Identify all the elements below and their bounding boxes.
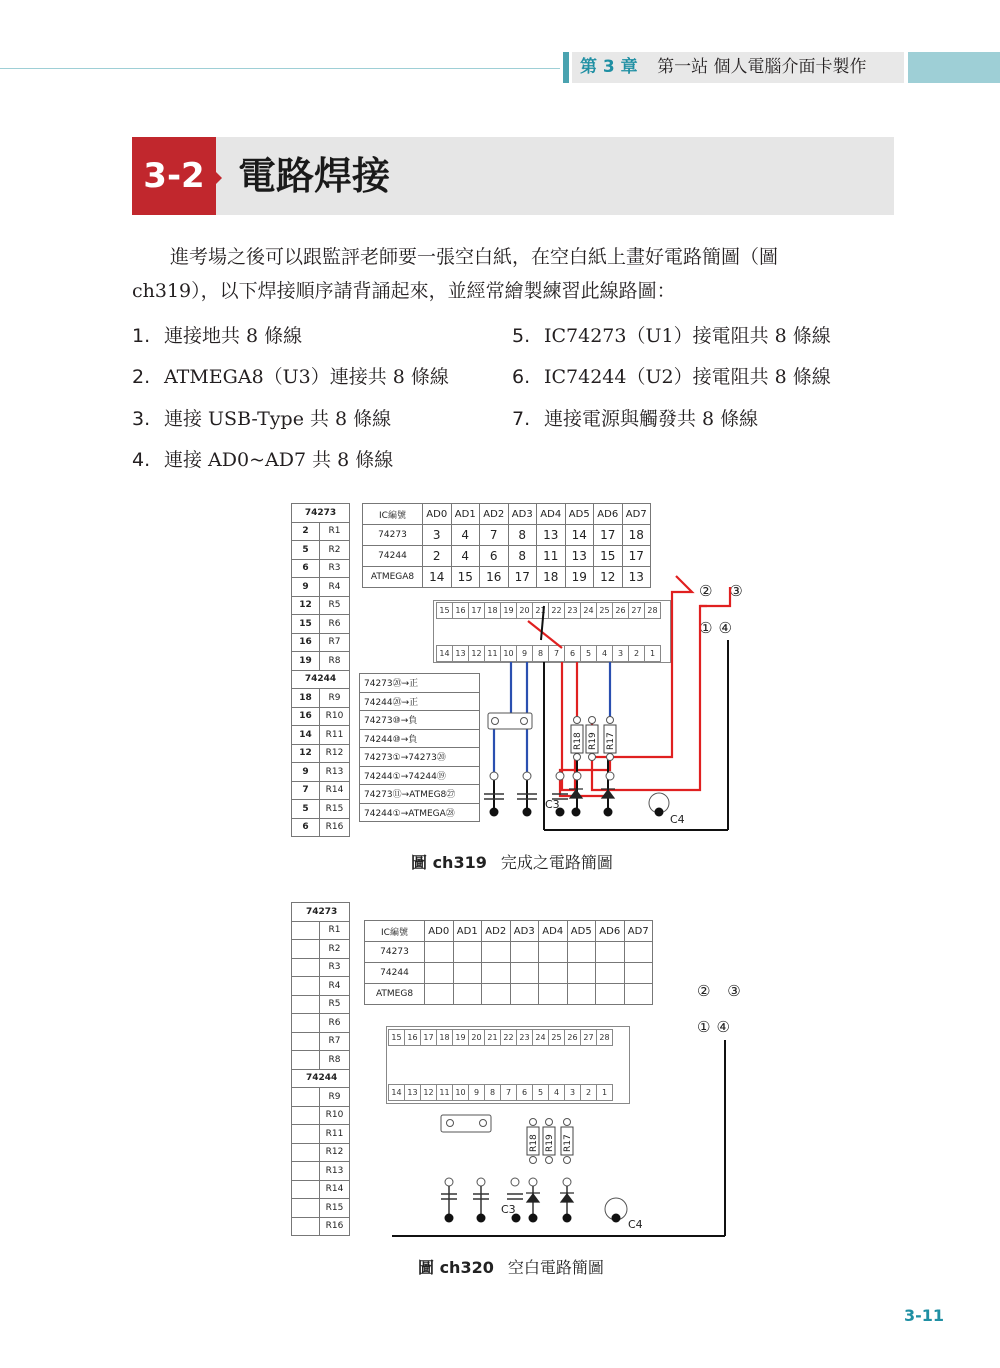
fig2-terminal-labels-top: ② ③ (697, 982, 747, 1000)
list-item: 5. IC74273（U1）接電阻共 8 條線 (512, 325, 831, 347)
chapter-title: 第一站 個人電腦介面卡製作 (657, 57, 867, 77)
fig1-resistor-label: R19 (588, 732, 598, 750)
fig1-c3-label: C3 (545, 798, 560, 811)
fig2-ic-table: IC編號 AD0 AD1 AD2 AD3 AD4 AD5 AD6 AD7 74273 74244 ATMEG8 (364, 920, 653, 1005)
fig1-terminal-labels-top: ② ③ (699, 582, 749, 600)
fig2-resistor-label: R19 (545, 1134, 555, 1152)
section-title: 電路焊接 (238, 154, 391, 198)
fig2-c3-label: C3 (501, 1203, 516, 1216)
fig2-caption: 圖 ch320 空白電路簡圖 (418, 1258, 604, 1277)
list-item: 2. ATMEGA8（U3）連接共 8 條線 (132, 366, 449, 388)
fig2-terminal-labels-bottom: ①④ (697, 1018, 736, 1036)
fig1-connection-table: 74273⑳→正 74244⑳→正 74273⑩→負 74244⑩→負 74273①→74273⑳ 74244①→74244⑲ 74273⑪→ATMEG8㉗ 74244①→ATMEGA㉘ (359, 673, 480, 822)
fig1-terminal-labels-bottom: ①④ (699, 619, 738, 637)
fig1-resistor-label: R17 (606, 732, 616, 750)
intro-line-1: 進考場之後可以跟監評老師要一張空白紙，在空白紙上畫好電路簡圖（圖 (170, 246, 779, 268)
list-item: 7. 連接電源與觸發共 8 條線 (512, 408, 759, 430)
fig1-c4-label: C4 (670, 813, 685, 826)
fig2-resistor-label: R18 (529, 1134, 539, 1152)
list-item: 4. 連接 AD0~AD7 共 8 條線 (132, 449, 394, 471)
fig2-chip-top-pins: 15 16 17 18 19 20 21 22 23 24 25 26 27 28 (388, 1029, 612, 1046)
fig2-pin-table: 74273 R1 R2 R3 R4 R5 R6 R7 R8 74244 R9 R10 R11 R12 R13 R14 R15 R16 (291, 902, 350, 1236)
fig1-pin-table: 74273 2 R1 5 R2 6 R3 9 R4 12 R5 15 R6 16 R7 19 R8 74244 18 R9 16 R10 14 R11 12 R12 9 R13 7 R14 5 R15 6 R16 (291, 503, 350, 837)
list-item: 1. 連接地共 8 條線 (132, 325, 303, 347)
chapter-number: 第 3 章 (580, 57, 638, 77)
fig1-resistor-label: R18 (573, 732, 583, 750)
fig1-chip-bottom-pins: 14 13 12 11 10 9 8 7 6 5 4 3 2 1 (436, 645, 660, 662)
list-item: 3. 連接 USB-Type 共 8 條線 (132, 408, 392, 430)
fig2-chip-bottom-pins: 14 13 12 11 10 9 8 7 6 5 4 3 2 1 (388, 1084, 612, 1101)
fig1-caption: 圖 ch319 完成之電路簡圖 (411, 853, 613, 872)
page-number: 3-11 (904, 1306, 945, 1325)
intro-line-2: ch319），以下焊接順序請背誦起來，並經常繪製練習此線路圖： (132, 280, 676, 302)
list-item: 6. IC74244（U2）接電阻共 8 條線 (512, 366, 831, 388)
fig1-chip-top-pins: 15 16 17 18 19 20 21 22 23 24 25 26 27 28 (436, 602, 660, 619)
fig1-ic-table: IC編號 AD0 AD1 AD2 AD3 AD4 AD5 AD6 AD7 74273 3 4 7 8 13 14 17 18 74244 2 4 6 8 11 13 15 17 ATMEGA8 14 15 16 17 18 19 12 13 (362, 503, 651, 588)
fig2-c4-label: C4 (628, 1218, 643, 1231)
fig2-resistor-label: R17 (563, 1134, 573, 1152)
section-number: 3-2 (132, 137, 216, 215)
